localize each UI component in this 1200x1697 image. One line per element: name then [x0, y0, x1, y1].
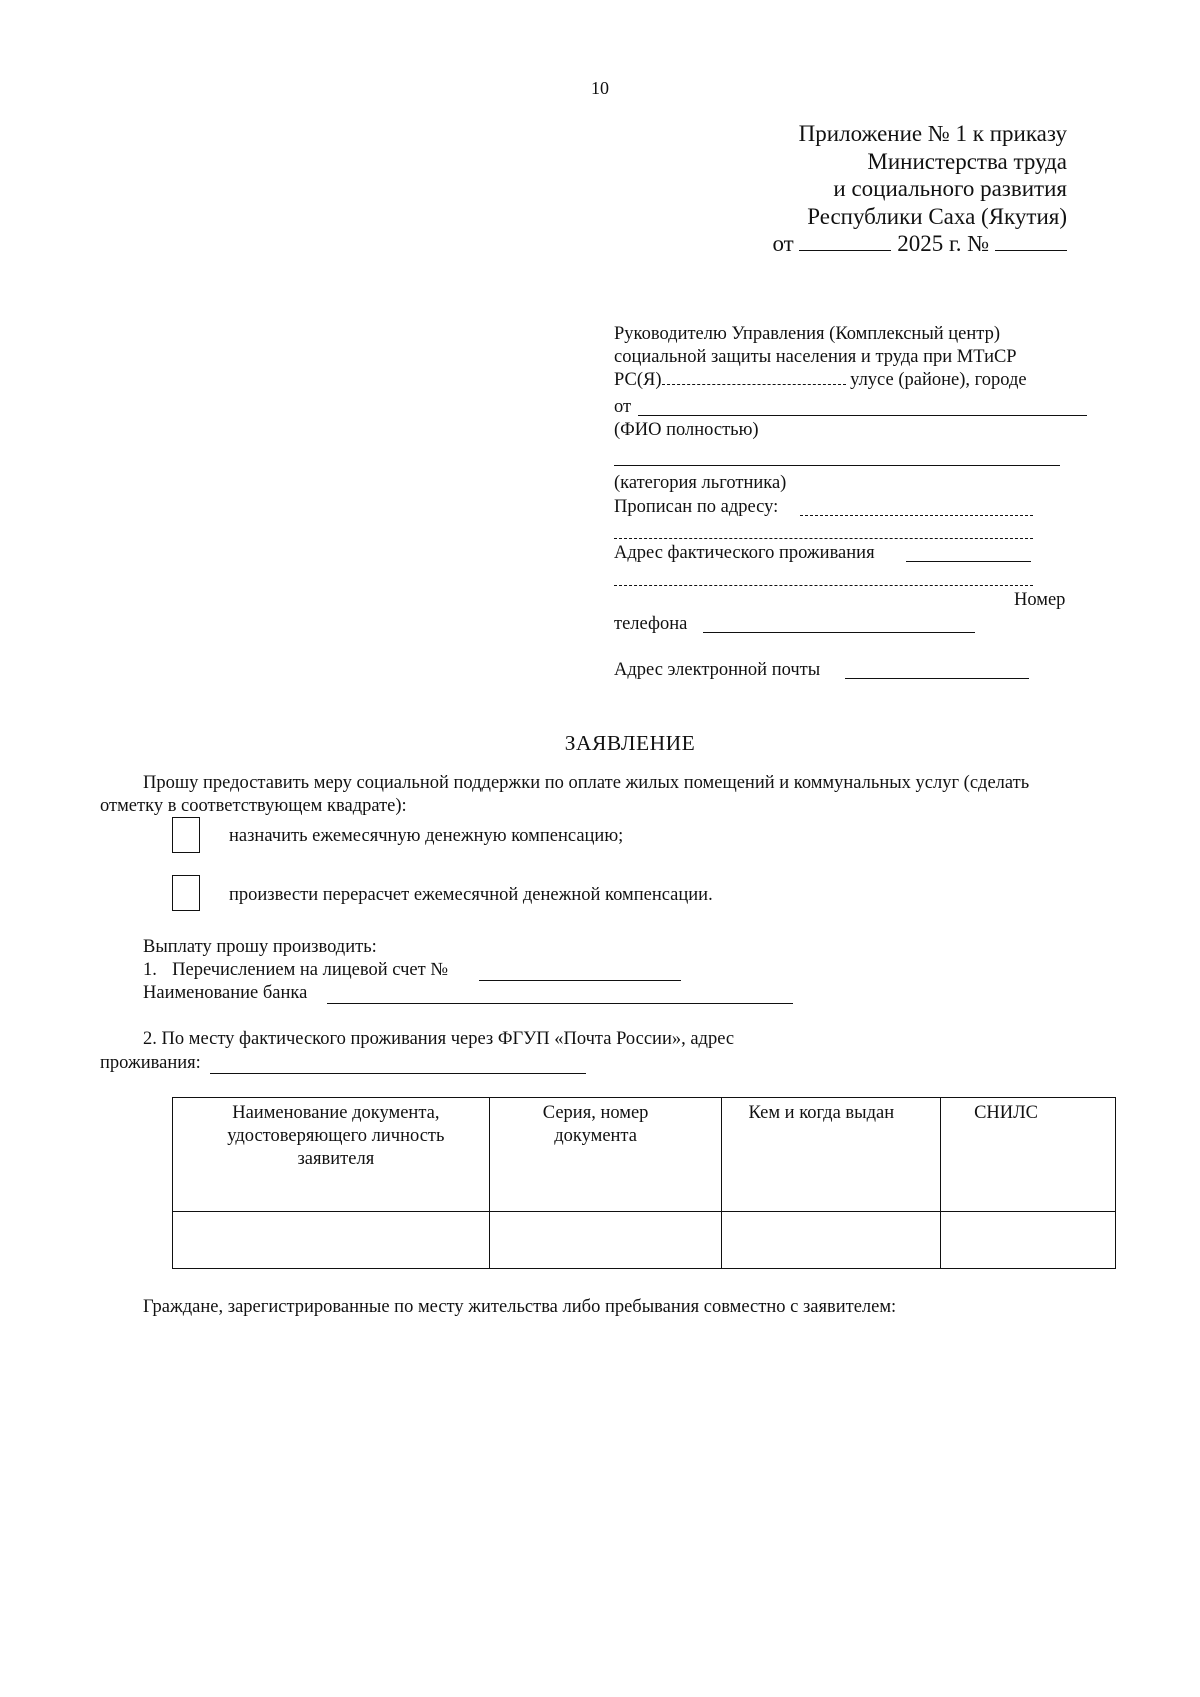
applicant-name-field[interactable] — [638, 415, 1087, 416]
fio-caption: (ФИО полностью) — [614, 420, 759, 440]
request-line-1: Прошу предоставить меру социальной поддержки по оплате жилых помещений и коммунальных услуг (сделать — [143, 773, 1030, 793]
appendix-line-2: Министерства труда — [867, 148, 1067, 174]
appendix-line-3: и социального развития — [833, 176, 1067, 201]
payment-option-1-number: 1. — [143, 960, 157, 980]
option-assign-checkbox[interactable] — [172, 817, 200, 853]
co-residents-label: Граждане, зарегистрированные по месту жительства либо пребывания совместно с заявителем: — [143, 1297, 897, 1317]
phone-field[interactable] — [703, 632, 975, 633]
appendix-year-number: 2025 г. № — [897, 231, 990, 256]
cell-issued-by[interactable] — [722, 1212, 941, 1269]
appendix-line-4: Республики Саха (Якутия) — [807, 203, 1067, 229]
appendix-line-5 — [772, 230, 1067, 258]
order-date-field[interactable] — [799, 234, 891, 251]
addressee-line-1: Руководителю Управления (Комплексный центр) — [614, 324, 1001, 344]
cell-snils[interactable] — [941, 1212, 1116, 1269]
bank-name-field[interactable] — [327, 1003, 793, 1004]
actual-address-field[interactable] — [906, 561, 1031, 562]
order-number-field[interactable] — [995, 234, 1067, 251]
registered-address-field[interactable] — [800, 515, 1033, 516]
registered-address-label: Прописан по адресу: — [614, 497, 779, 517]
bank-name-label: Наименование банка — [143, 983, 308, 1003]
header-issued-by: Кем и когда выдан — [722, 1098, 941, 1212]
region-field[interactable] — [662, 384, 846, 385]
phone-label-part-2: телефона — [614, 614, 688, 634]
applicant-from-line — [614, 396, 631, 418]
addressee-line-2: социальной защиты населения и труда при МТиСР — [614, 347, 1017, 367]
actual-address-field-line-2[interactable] — [614, 585, 1033, 586]
payment-option-2-line-2: проживания: — [100, 1053, 201, 1073]
table-header-row — [173, 1098, 1116, 1212]
table-row — [173, 1212, 1116, 1269]
page-number: 10 — [591, 78, 609, 98]
identity-documents-table — [172, 1097, 1116, 1269]
cell-series-number[interactable] — [489, 1212, 722, 1269]
addressee-region-suffix: улусе (районе), городе — [850, 370, 1027, 390]
header-series-number: Серия, номер документа — [489, 1098, 722, 1212]
addressee-line-3 — [614, 369, 1027, 391]
from-label: от — [614, 397, 632, 417]
appendix-header — [772, 120, 1067, 258]
header-snils: СНИЛС — [941, 1098, 1116, 1212]
category-caption: (категория льготника) — [614, 473, 787, 493]
registered-address-field-line-2[interactable] — [614, 538, 1033, 539]
actual-address-label: Адрес фактического проживания — [614, 543, 875, 563]
email-label: Адрес электронной почты — [614, 660, 821, 680]
addressee-region-prefix: РС(Я) — [614, 370, 662, 390]
email-field[interactable] — [845, 678, 1029, 679]
appendix-line-1: Приложение № 1 к приказу — [798, 121, 1067, 146]
residence-address-field[interactable] — [210, 1073, 586, 1074]
appendix-date-prefix: от — [772, 231, 794, 256]
phone-label-part-1: Номер — [1014, 590, 1066, 610]
option-recalculate-label: произвести перерасчет ежемесячной денежной компенсации. — [229, 885, 713, 905]
header-document-name: Наименование документа, удостоверяющего личность заявителя — [173, 1098, 490, 1212]
request-line-2: отметку в соответствующем квадрате): — [100, 796, 407, 816]
beneficiary-category-field[interactable] — [614, 465, 1060, 466]
option-recalculate-checkbox[interactable] — [172, 875, 200, 911]
payment-option-2-line-1: 2. По месту фактического проживания через ФГУП «Почта России», адрес — [143, 1029, 735, 1049]
payment-option-1 — [143, 959, 448, 982]
document-title: ЗАЯВЛЕНИЕ — [564, 731, 696, 755]
option-assign-label: назначить ежемесячную денежную компенсацию; — [229, 826, 624, 846]
account-number-field[interactable] — [479, 980, 681, 981]
cell-document-name[interactable] — [173, 1212, 490, 1269]
payment-heading: Выплату прошу производить: — [143, 937, 377, 957]
payment-option-1-label: Перечислением на лицевой счет № — [172, 960, 448, 980]
